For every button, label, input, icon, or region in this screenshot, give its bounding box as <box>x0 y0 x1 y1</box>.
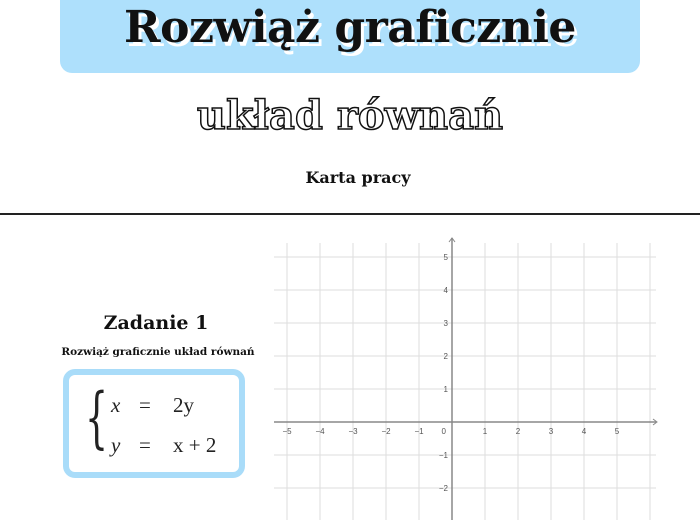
origin-label: 0 <box>441 427 446 436</box>
x-tick-label: 4 <box>581 427 587 436</box>
y-tick-label: 4 <box>443 286 448 295</box>
equation-rhs: 2y <box>173 393 194 417</box>
x-tick-label: 1 <box>482 427 488 436</box>
equation-op: = <box>139 433 151 457</box>
y-tick-label: 2 <box>443 352 448 361</box>
y-tick-label: −2 <box>438 484 448 493</box>
y-tick-label: 3 <box>443 319 448 328</box>
task-heading: Zadanie 1 <box>103 312 209 334</box>
x-tick-label: −2 <box>381 427 391 436</box>
x-tick-label: −5 <box>282 427 292 436</box>
y-tick-label: 1 <box>443 385 448 394</box>
x-tick-label: 2 <box>515 427 521 436</box>
x-tick-label: 5 <box>614 427 620 436</box>
task-instruction: Rozwiąż graficznie układ równań <box>61 346 255 358</box>
equation-lhs: y <box>111 433 121 457</box>
equation-lhs: x <box>111 393 121 417</box>
page-subtitle: układ równań <box>196 92 504 139</box>
equation-op: = <box>139 393 151 417</box>
x-tick-label: 3 <box>548 427 554 436</box>
equation-rhs: x + 2 <box>173 433 217 457</box>
y-tick-label: 5 <box>443 253 448 262</box>
page-title: Rozwiąż graficznie <box>124 2 576 53</box>
x-tick-label: −1 <box>414 427 424 436</box>
worksheet-caption: Karta pracy <box>305 168 411 187</box>
y-tick-label: −1 <box>438 451 448 460</box>
x-tick-label: −3 <box>348 427 358 436</box>
brace-icon: { <box>85 379 109 456</box>
x-tick-label: −4 <box>315 427 325 436</box>
